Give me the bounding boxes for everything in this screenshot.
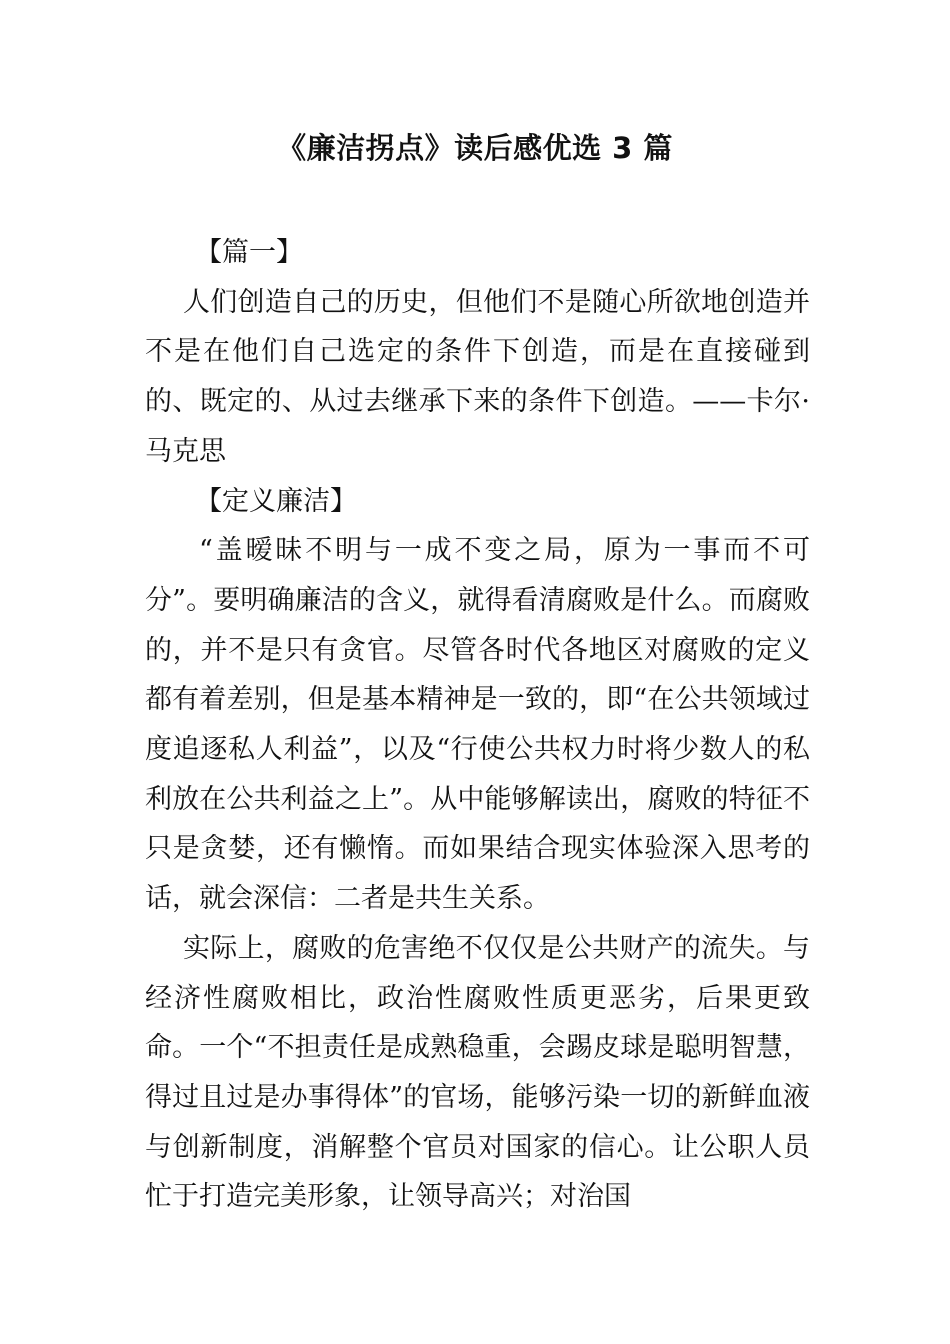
document-body	[145, 228, 810, 1222]
paragraph-definition: “盖暧昧不明与一成不变之局，原为一事而不可分”。要明确廉洁的含义，就得看清腐败是什么。而腐败的，并不是只有贪官。尽管各时代各地区对腐败的定义都有着差别，但是基本精神是一致的，即“在公共领域过度追逐私人利益”，以及“行使公共权力时将少数人的私利放在公共利益之上”。从中能够解读出，腐败的特征不只是贪婪，还有懒惰。而如果结合现实体验深入思考的话，就会深信：二者是共生关系。	[145, 535, 810, 915]
paragraph-harm: 实际上，腐败的危害绝不仅仅是公共财产的流失。与经济性腐败相比，政治性腐败性质更恶劣，后果更致命。一个“不担责任是成熟稳重，会踢皮球是聪明智慧，得过且过是办事得体”的官场，能够污染一切的新鲜血液与创新制度，消解整个官员对国家的信心。让公职人员忙于打造完美形象，让领导高兴；对治国	[145, 932, 810, 1213]
document-title: 《廉洁拐点》读后感优选 3 篇	[277, 131, 673, 165]
section-heading-part-one: 【篇一】	[195, 237, 303, 268]
section-heading-define-integrity: 【定义廉洁】	[195, 485, 357, 517]
paragraph-marx-quote: 人们创造自己的历史，但他们不是随心所欲地创造并不是在他们自己选定的条件下创造，而是在直接碰到的、既定的、从过去继承下来的条件下创造。——卡尔·马克思	[145, 286, 810, 467]
